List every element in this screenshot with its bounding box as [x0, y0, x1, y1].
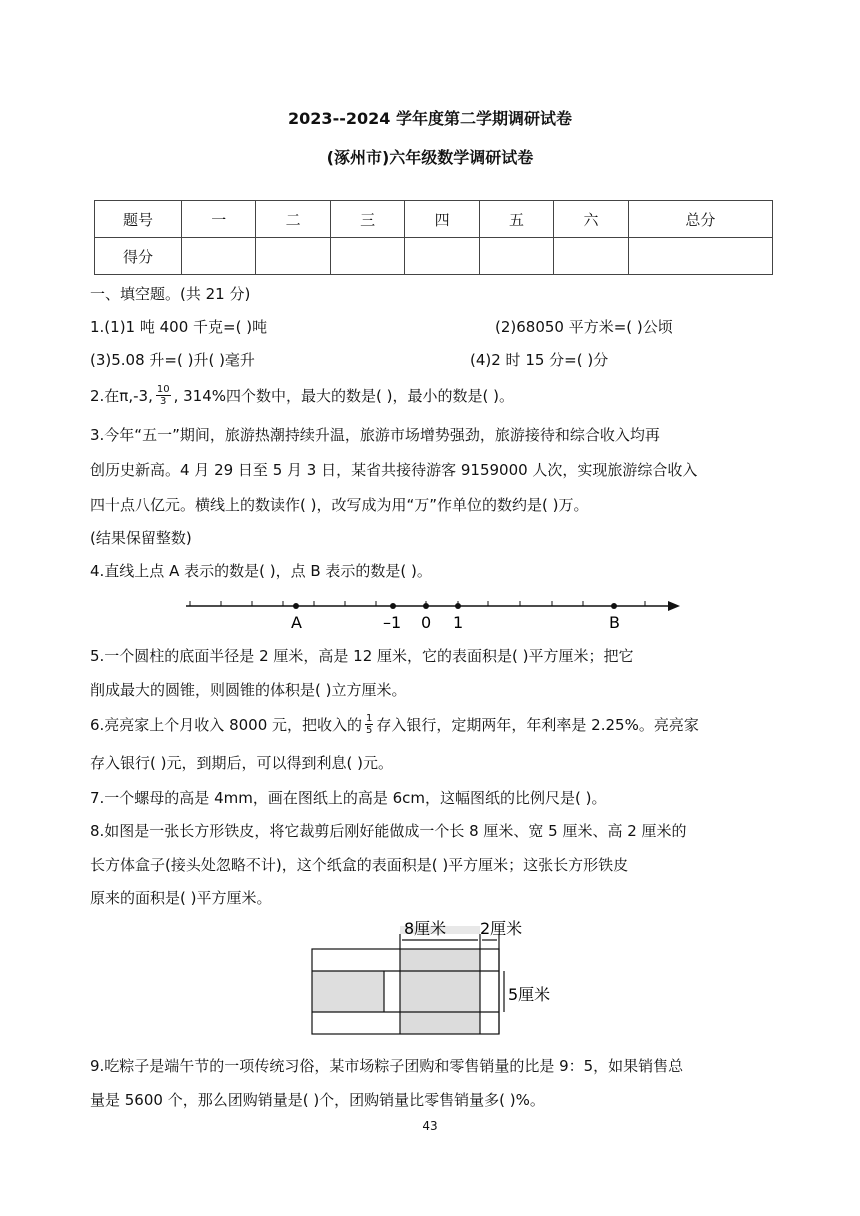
box-side-face	[312, 971, 384, 1012]
question-5-line1: 5.一个圆柱的底面半径是 2 厘米，高是 12 厘米，它的表面积是( )平方厘米；把它	[90, 647, 634, 665]
question-7: 7.一个螺母的高是 4mm，画在图纸上的高是 6cm，这幅图纸的比例尺是( )。	[90, 789, 607, 807]
metal-sheet-figure	[300, 912, 570, 1042]
score-table	[94, 200, 773, 275]
point-B	[611, 603, 617, 609]
question-3-line4: (结果保留整数)	[90, 529, 192, 547]
question-8-line2: 长方体盒子(接头处忽略不计)，这个纸盒的表面积是( )平方厘米；这张长方形铁皮	[90, 856, 629, 874]
score-cell: 五	[479, 201, 553, 238]
point-0	[423, 603, 429, 609]
point-A	[293, 603, 299, 609]
question-8-line1: 8.如图是一张长方形铁皮，将它裁剪后刚好能做成一个长 8 厘米、宽 5 厘米、高 2 厘米的	[90, 822, 687, 840]
question-8-line3: 原来的面积是( )平方厘米。	[90, 889, 272, 907]
exam-title: 2023--2024 学年度第二学期调研试卷	[288, 109, 572, 128]
fraction-denominator: 3	[160, 395, 167, 407]
question-2	[90, 378, 514, 412]
fraction-1-5	[365, 713, 373, 736]
label-0: 0	[421, 613, 432, 632]
score-input-cell[interactable]	[479, 238, 553, 275]
fraction-numerator: 10	[156, 383, 170, 395]
question-9-line2: 量是 5600 个，那么团购销量是( )个，团购销量比零售销量多( )%。	[90, 1091, 545, 1109]
score-table-score-row	[95, 238, 773, 275]
fraction-numerator: 1	[366, 712, 373, 724]
label-1: 1	[453, 613, 464, 632]
exam-subtitle: (涿州市)六年级数学调研试卷	[326, 148, 534, 167]
section-heading: 一、填空题。(共 21 分)	[90, 285, 251, 303]
question-6-pre: 6.亮亮家上个月收入 8000 元，把收入的	[90, 715, 363, 734]
number-line-arrow	[668, 601, 680, 611]
question-3-line3: 四十点八亿元。横线上的数读作( )，改写成为用“万”作单位的数约是( )万。	[90, 496, 589, 514]
label-length: 8厘米	[404, 919, 447, 938]
page-number: 43	[422, 1119, 438, 1133]
label-height: 2厘米	[480, 919, 523, 938]
question-6-line2: 存入银行( )元，到期后，可以得到利息( )元。	[90, 754, 393, 772]
score-input-cell[interactable]	[405, 238, 479, 275]
score-input-cell[interactable]	[554, 238, 628, 275]
question-6-post: 存入银行，定期两年，年利率是 2.25%。亮亮家	[376, 715, 699, 734]
label-width: 5厘米	[508, 985, 551, 1004]
point-1	[455, 603, 461, 609]
point-minus-1	[390, 603, 396, 609]
question-2-post: , 314%四个数中，最大的数是( )，最小的数是( )。	[173, 386, 514, 405]
question-1a: 1.(1)1 吨 400 千克=( )吨	[90, 318, 268, 336]
fraction-10-3	[156, 384, 171, 407]
question-9-line1: 9.吃粽子是端午节的一项传统习俗，某市场粽子团购和零售销量的比是 9：5，如果销售总	[90, 1057, 684, 1075]
label-A: A	[291, 613, 302, 632]
question-6-line1	[90, 707, 699, 741]
score-cell: 得分	[95, 238, 182, 275]
score-input-cell[interactable]	[256, 238, 330, 275]
score-input-cell[interactable]	[182, 238, 256, 275]
score-cell: 总分	[628, 201, 772, 238]
score-cell: 二	[256, 201, 330, 238]
label-minus-1: –1	[383, 613, 402, 632]
question-3-line2: 创历史新高。4 月 29 日至 5 月 3 日，某省共接待游客 9159000 人次，实现旅游综合收入	[90, 461, 698, 479]
number-line	[180, 592, 685, 632]
score-cell: 一	[182, 201, 256, 238]
question-2-pre: 2.在π,-3,	[90, 386, 153, 405]
question-4: 4.直线上点 A 表示的数是( )，点 B 表示的数是( )。	[90, 562, 432, 580]
fraction-denominator: 5	[366, 724, 373, 736]
question-1d: (4)2 时 15 分=( )分	[470, 351, 609, 369]
score-cell: 六	[554, 201, 628, 238]
score-cell: 三	[330, 201, 404, 238]
question-5-line2: 削成最大的圆锥，则圆锥的体积是( )立方厘米。	[90, 681, 407, 699]
question-1c: (3)5.08 升=( )升( )毫升	[90, 351, 255, 369]
score-cell: 四	[405, 201, 479, 238]
box-bottom-face	[400, 949, 480, 1034]
score-cell: 题号	[95, 201, 182, 238]
label-B: B	[609, 613, 620, 632]
question-3-line1: 3.今年“五一”期间，旅游热潮持续升温，旅游市场增势强劲，旅游接待和综合收入均再	[90, 426, 660, 444]
score-input-cell[interactable]	[628, 238, 772, 275]
score-input-cell[interactable]	[330, 238, 404, 275]
question-1b: (2)68050 平方米=( )公顷	[495, 318, 673, 336]
score-table-header-row	[95, 201, 773, 238]
